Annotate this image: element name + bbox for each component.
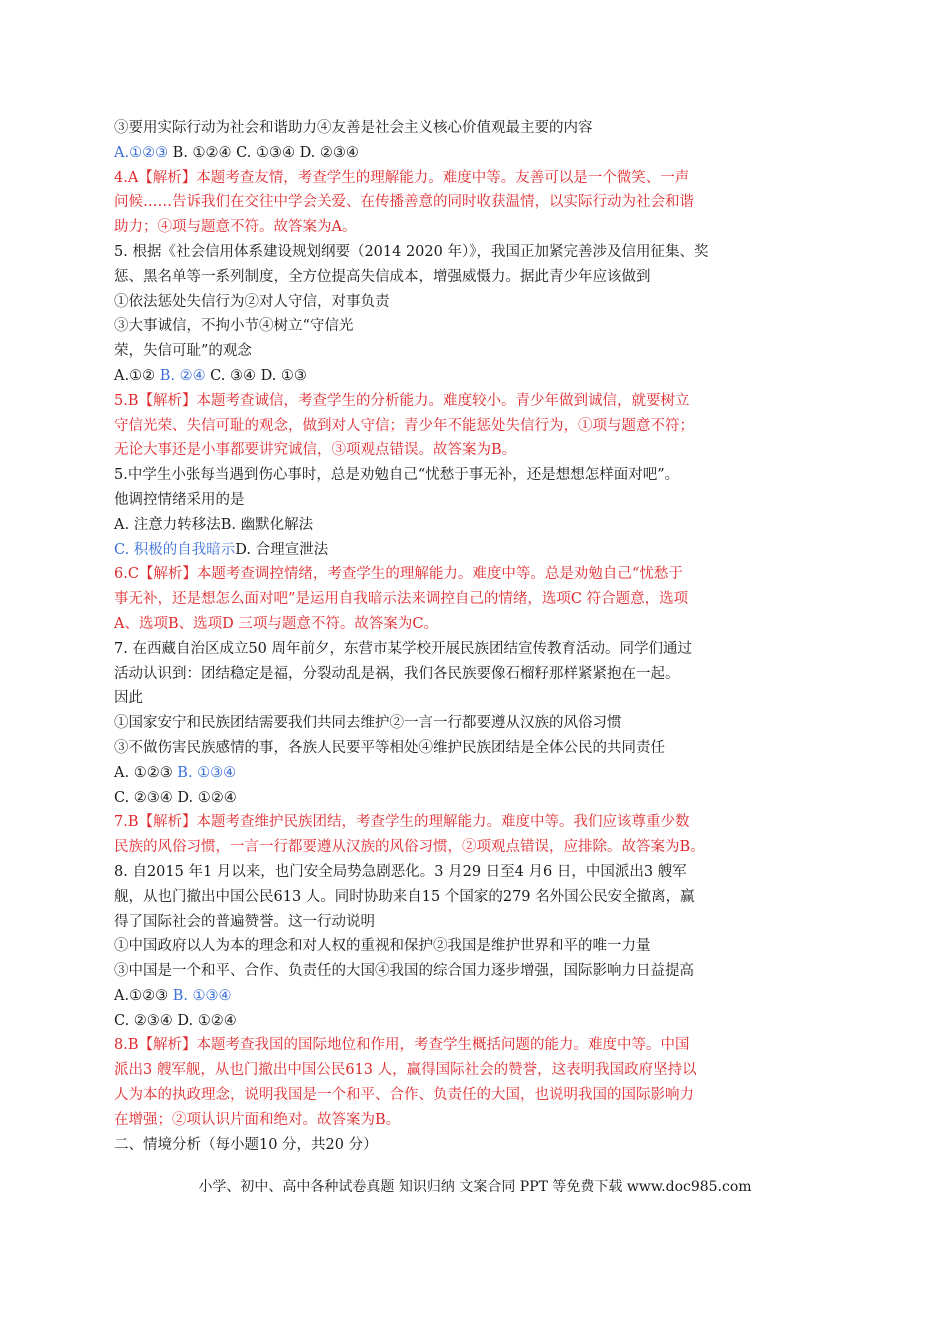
answer-option-highlight: B. ①③④ — [177, 764, 237, 781]
document-body — [114, 116, 834, 1157]
text-line: 8. 自2015 年1 月以来，也门安全局势急剧恶化。3 月29 日至4 月6 日，中国派出3 艘军 — [114, 863, 687, 880]
text-line — [114, 538, 834, 563]
explanation-line: 6.C【解析】本题考查调控情绪，考查学生的理解能力。难度中等。总是劝勉自己“忧愁于 — [114, 566, 683, 583]
answer-option-highlight: B. ②④ — [159, 367, 206, 384]
text-line: 舰，从也门撤出中国公民613 人。同时协助来自15 个国家的279 名外国公民安全撤离，赢 — [114, 888, 695, 905]
text-line: C. ②③④ D. ①②④ — [114, 789, 237, 806]
text-line: C. ②③④ D. ①②④ — [114, 1012, 237, 1029]
text-line: 得了国际社会的普遍赞誉。这一行动说明 — [114, 913, 375, 930]
text-span: A.①② — [114, 367, 160, 384]
text-line: 5.中学生小张每当遇到伤心事时，总是劝勉自己“忧愁于事无补，还是想想怎样面对吧”。 — [114, 467, 680, 484]
answer-option-highlight: B. ①③④ — [172, 987, 232, 1004]
text-span: A. ①②③ — [114, 764, 178, 781]
text-line: ①国家安宁和民族团结需要我们共同去维护②一言一行都要遵从汉族的风俗习惯 — [114, 715, 622, 732]
explanation-line: 事无补，还是想怎么面对吧”是运用自我暗示法来调控自己的情绪，选项C 符合题意，选项 — [114, 591, 689, 608]
text-line: ③大事诚信，不拘小节④树立“守信光 — [114, 318, 354, 335]
text-line: 7. 在西藏自治区成立50 周年前夕，东营市某学校开展民族团结宣传教育活动。同学们通过 — [114, 640, 692, 657]
explanation-line: 民族的风俗习惯，一言一行都要遵从汉族的风俗习惯，②项观点错误，应排除。故答案为B。 — [114, 839, 705, 856]
text-span: D. 合理宣泄法 — [235, 541, 329, 558]
explanation-line: 4.A【解析】本题考查友情，考查学生的理解能力。难度中等。友善可以是一个微笑、一声 — [114, 169, 690, 186]
explanation-line: 问候……告诉我们在交往中学会关爱、在传播善意的同时收获温情，以实际行动为社会和谐 — [114, 194, 694, 211]
explanation-line: 派出3 艘军舰，从也门撤出中国公民613 人，赢得国际社会的赞誉，这表明我国政府坚持以 — [114, 1062, 697, 1079]
text-span: A.①②③ — [114, 987, 173, 1004]
explanation-line: 7.B【解析】本题考查维护民族团结，考查学生的理解能力。难度中等。我们应该尊重少数 — [114, 814, 690, 831]
explanation-line: 无论大事还是小事都要讲究诚信，③项观点错误。故答案为B。 — [114, 442, 517, 459]
explanation-line: 守信光荣、失信可耻的观念，做到对人守信；青少年不能惩处失信行为，①项与题意不符； — [114, 417, 694, 434]
text-line — [114, 141, 834, 166]
text-line: 5. 根据《社会信用体系建设规划纲要（2014 2020 年）》，我国正加紧完善涉及信用征集、奖 — [114, 243, 709, 260]
text-line: 惩、黑名单等一系列制度，全方位提高失信成本，增强威慑力。据此青少年应该做到 — [114, 268, 651, 285]
text-line — [114, 984, 834, 1009]
text-line: ③中国是一个和平、合作、负责任的大国④我国的综合国力逐步增强，国际影响力日益提高 — [114, 963, 694, 980]
text-line: 二、情境分析（每小题10 分，共20 分） — [114, 1136, 378, 1153]
answer-option-highlight: C. 积极的自我暗示 — [114, 541, 236, 558]
text-span: B. ①②④ C. ①③④ D. ②③④ — [168, 144, 359, 161]
text-line: A. 注意力转移法B. 幽默化解法 — [114, 516, 314, 533]
explanation-line: 人为本的执政理念，说明我国是一个和平、合作、负责任的大国，也说明我国的国际影响力 — [114, 1087, 694, 1104]
text-line: ③要用实际行动为社会和谐助力④友善是社会主义核心价值观最主要的内容 — [114, 120, 593, 136]
text-line: 他调控情绪采用的是 — [114, 491, 245, 508]
text-line: ③不做伤害民族感情的事，各族人民要平等相处④维护民族团结是全体公民的共同责任 — [114, 739, 665, 756]
explanation-line: A、选项B、选项D 三项与题意不符。故答案为C。 — [114, 615, 438, 632]
text-line: 活动认识到：团结稳定是福，分裂动乱是祸，我们各民族要像石榴籽那样紧紧抱在一起。 — [114, 665, 680, 682]
page-footer: 小学、初中、高中各种试卷真题 知识归纳 文案合同 PPT 等免费下载 www.doc985.com — [198, 1179, 752, 1195]
explanation-line: 在增强；②项认识片面和绝对。故答案为B。 — [114, 1111, 401, 1128]
text-line: 荣，失信可耻”的观念 — [114, 343, 252, 360]
text-line — [114, 364, 834, 389]
text-line — [114, 761, 834, 786]
explanation-line: 助力；④项与题意不符。故答案为A。 — [114, 219, 357, 236]
text-span: C. ③④ D. ①③ — [205, 367, 307, 384]
answer-option-highlight: A.①②③ — [114, 144, 169, 161]
explanation-line: 5.B【解析】本题考查诚信，考查学生的分析能力。难度较小。青少年做到诚信，就要树立 — [114, 392, 690, 409]
text-line: ①中国政府以人为本的理念和对人权的重视和保护②我国是维护世界和平的唯一力量 — [114, 938, 651, 955]
text-line: ①依法惩处失信行为②对人守信，对事负责 — [114, 293, 390, 310]
text-line: 因此 — [114, 690, 143, 707]
explanation-line: 8.B【解析】本题考查我国的国际地位和作用，考查学生概括问题的能力。难度中等。中国 — [114, 1037, 690, 1054]
